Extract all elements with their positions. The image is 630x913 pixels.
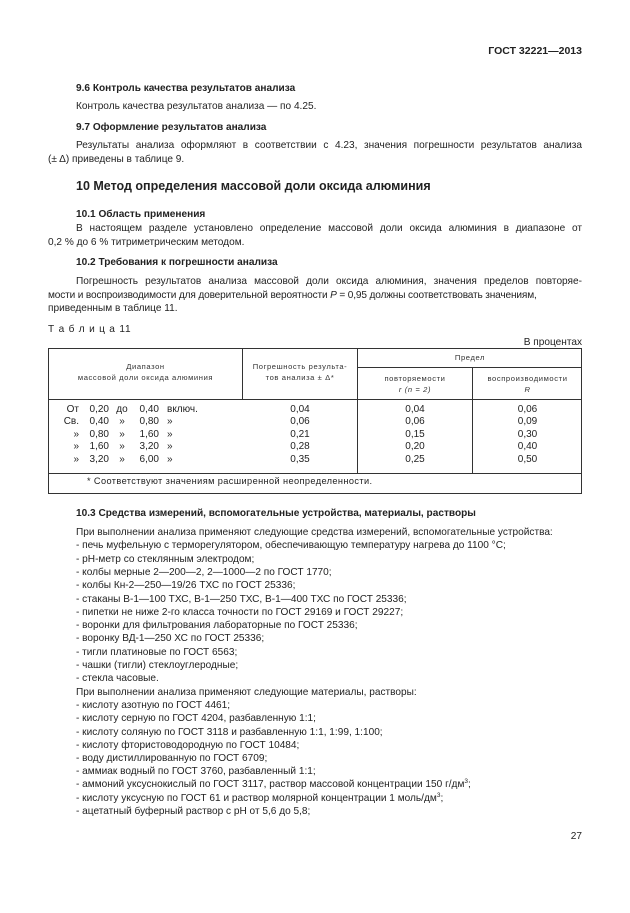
table-cell: » [167, 453, 173, 465]
table-cell: 0,80 [139, 416, 159, 428]
list-item: - тигли платиновые по ГОСТ 6563; [76, 646, 238, 658]
section-10-2-title: 10.2 Требования к погрешности анализа [76, 257, 278, 268]
table-cell: 0,40 [89, 416, 109, 428]
table-cell: 0,21 [290, 428, 310, 440]
section-10-2-line-3: приведенным в таблице 11. [48, 303, 178, 314]
table-cell: 1,60 [139, 428, 159, 440]
list-item: - кислоту серную по ГОСТ 4204, разбавленную 1:1; [76, 713, 316, 725]
list-item: - воду дистиллированную по ГОСТ 6709; [76, 753, 268, 765]
table-cell: 0,20 [89, 404, 109, 415]
section-10-3-title: 10.3 Средства измерений, вспомогательные устройства, материалы, растворы [76, 508, 476, 519]
table-cell: 3,20 [89, 453, 109, 465]
section-10-1-title: 10.1 Область применения [76, 209, 206, 220]
table-cell: 0,35 [290, 453, 310, 465]
col-reproducibility-header: воспроизводимости [487, 374, 568, 383]
list-item: - ацетатный буферный раствор с рН от 5,6 до 5,8; [76, 806, 311, 817]
table-cell: 0,04 [405, 404, 425, 415]
list-item: - воронки для фильтрования лабораторные по ГОСТ 25336; [76, 620, 358, 632]
table-cell: включ. [167, 404, 198, 415]
table-cell: 1,60 [89, 441, 109, 453]
table-cell: » [167, 416, 173, 428]
list-item: - аммоний уксуснокислый по ГОСТ 3117, раствор массовой концентрации 150 $г/дм^3$; [76, 778, 471, 790]
section-10-2-line-2: мости и воспроизводимости для доверительной вероятности P = 0,95 должны соответствовать значениям, [48, 290, 537, 301]
table-cell: 0,20 [405, 441, 425, 453]
table-cell: 0,06 [517, 404, 538, 415]
table-cell: 0,06 [290, 416, 310, 428]
table-cell: От [66, 404, 79, 415]
table-footnote: * Соответствуют значениям расширенной неопределенности. [87, 476, 373, 486]
table-cell: » [119, 453, 125, 465]
list-item: - кислоту азотную по ГОСТ 4461; [76, 699, 231, 711]
table-cell: 6,00 [139, 453, 159, 465]
section-9-6-text: Контроль качества результатов анализа — по 4.25. [76, 101, 317, 112]
section-9-7-line-1: Результаты анализа оформляют в соответствии с 4.23, значения погрешности результатов анализа [76, 140, 582, 151]
col-error-header-1: Погрешность результа- [252, 362, 348, 371]
limit-divider [357, 367, 582, 368]
table-cell: до [116, 404, 128, 415]
list-item: - колбы мерные 2—200—2, 2—1000—2 по ГОСТ 1770; [76, 566, 332, 578]
list-item: - стекла часовые. [76, 673, 159, 685]
section-10-title: 10 Метод определения массовой доли оксида алюминия [76, 179, 431, 193]
table-cell: » [167, 428, 173, 440]
footnote-divider [49, 473, 582, 474]
limit-header: Предел [454, 353, 486, 362]
table-cell: 0,06 [405, 416, 425, 428]
table-11-label: Т а б л и ц а 11 [48, 324, 132, 335]
table-cell: 0,40 [139, 404, 159, 415]
table-cell: » [73, 453, 79, 465]
table-cell: 0,25 [405, 453, 425, 465]
table-cell: 0,28 [290, 441, 310, 453]
table-cell: » [73, 428, 79, 440]
table-cell: 0,40 [517, 441, 538, 453]
list-item: - чашки (тигли) стеклоуглеродные; [76, 660, 239, 671]
table-cell: 3,20 [139, 441, 159, 453]
list-intro: При выполнении анализа применяют следующие средства измерений, вспомогательные устройства: [76, 527, 553, 538]
col-range-header-1: Диапазон [126, 362, 165, 371]
section-9-7-title: 9.7 Оформление результатов анализа [76, 122, 267, 133]
header-divider [49, 399, 582, 400]
col-error-header-2: тов анализа ± Δ* [265, 373, 335, 382]
list-item: - кислоту соляную по ГОСТ 3118 и разбавленную 1:1, 1:99, 1:100; [76, 726, 383, 738]
table-cell: 0,30 [517, 428, 538, 440]
section-10-1-line-2: 0,2 % до 6 % титриметрическим методом. [48, 237, 245, 248]
col-repeatability-header: повторяемости [384, 374, 446, 383]
table-cell: » [119, 428, 125, 440]
list-item: - колбы Кн-2—250—19/26 ТХС по ГОСТ 25336; [76, 580, 296, 592]
col-repeatability-symbol: r (n = 2) [398, 385, 432, 394]
col-reproducibility-symbol: R [524, 385, 531, 394]
document-header-id: ГОСТ 32221—2013 [488, 45, 582, 57]
table-cell: » [167, 441, 173, 453]
list-item: - рН-метр со стеклянным электродом; [76, 553, 255, 565]
table-cell: » [119, 441, 125, 453]
table-cell: » [73, 441, 79, 453]
table-cell: » [119, 416, 125, 428]
list-item: - кислоту фтористоводородную по ГОСТ 10484; [76, 739, 300, 751]
table-cell: 0,15 [405, 428, 425, 440]
list-item: - пипетки не ниже 2-го класса точности по ГОСТ 29169 и ГОСТ 29227; [76, 606, 404, 618]
section-9-7-line-2: (± Δ) приведены в таблице 9. [48, 154, 185, 165]
section-9-6-title: 9.6 Контроль качества результатов анализа [76, 83, 296, 94]
table-units: В процентах [523, 337, 582, 348]
section-10-1-line-1: В настоящем разделе установлено определение массовой доли оксида алюминия в диапазоне от [76, 223, 582, 234]
col-range-header-2: массовой доли оксида алюминия [77, 373, 214, 382]
table-11 [48, 348, 582, 494]
table-cell: Св. [63, 416, 79, 428]
list-item: - воронку ВД-1—250 ХС по ГОСТ 25336; [76, 633, 265, 645]
table-cell: 0,50 [517, 453, 538, 465]
probability-symbol: P [330, 290, 337, 301]
table-cell: 0,04 [290, 404, 310, 415]
table-cell: 0,09 [517, 416, 538, 428]
list-item: - кислоту уксусную по ГОСТ 61 и раствор молярной концентрации 1 моль/$дм^3$; [76, 792, 444, 804]
list-item: - стаканы В-1—100 ТХС, В-1—250 ТХС, В-1—400 ТХС по ГОСТ 25336; [76, 593, 407, 605]
section-10-2-line-1: Погрешность результатов анализа массовой доли оксида алюминия, значения пределов повторяе- [76, 276, 582, 287]
list-item: - печь муфельную с терморегулятором, обеспечивающую температуру нагрева до 1100 °С; [76, 540, 506, 552]
list-intro: При выполнении анализа применяют следующие материалы, растворы: [76, 686, 417, 698]
list-item: - аммиак водный по ГОСТ 3760, разбавленный 1:1; [76, 766, 316, 778]
page-number: 27 [570, 831, 582, 842]
table-cell: 0,80 [89, 428, 109, 440]
